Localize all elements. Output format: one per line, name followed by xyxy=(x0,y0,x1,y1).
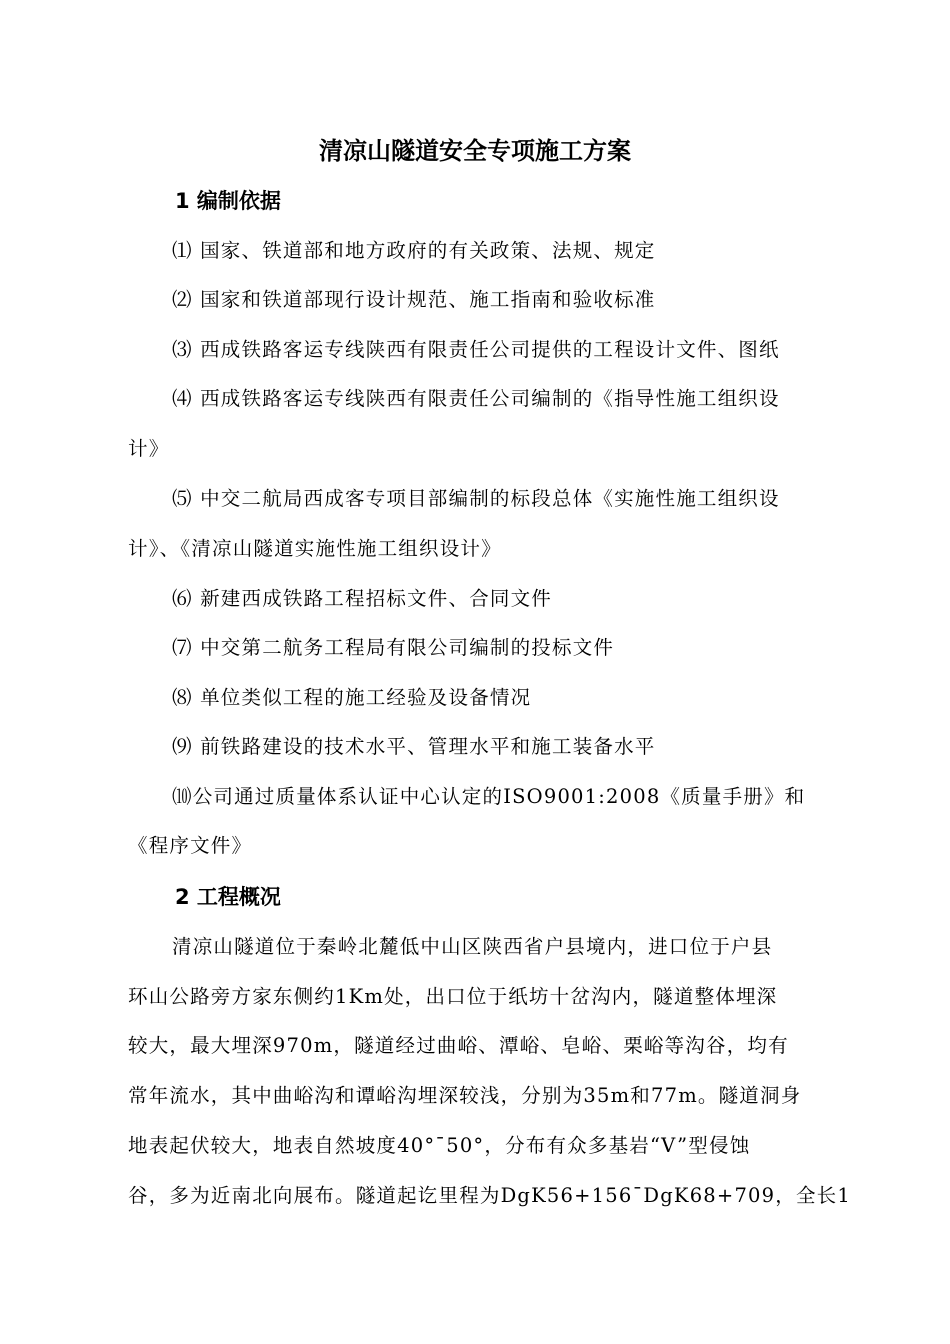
paragraph-line: ⑸ 中交二航局西成客专项目部编制的标段总体《实施性施工组织设 xyxy=(172,487,780,510)
paragraph-line: ⑵ 国家和铁道部现行设计规范、施工指南和验收标准 xyxy=(172,288,656,311)
paragraph-line: ⑺ 中交第二航务工程局有限公司编制的投标文件 xyxy=(172,636,615,659)
paragraph-line: ⑻ 单位类似工程的施工经验及设备情况 xyxy=(172,686,532,709)
paragraph-line: 计》、《清凉山隧道实施性施工组织设计》 xyxy=(128,537,502,560)
paragraph-line: 计》 xyxy=(128,437,170,460)
paragraph-line: ⑶ 西成铁路客运专线陕西有限责任公司提供的工程设计文件、图纸 xyxy=(172,338,780,361)
paragraph-line: 较大，最大埋深970m，隧道经过曲峪、潭峪、皂峪、栗峪等沟谷，均有 xyxy=(128,1034,789,1057)
paragraph-line: 《程序文件》 xyxy=(128,834,253,857)
paragraph-line: ⑹ 新建西成铁路工程招标文件、合同文件 xyxy=(172,587,552,610)
paragraph-line: ⑽公司通过质量体系认证中心认定的ISO9001:2008《质量手册》和 xyxy=(172,785,806,808)
paragraph-line: 谷，多为近南北向展布。隧道起讫里程为DgK56+156¯DgK68+709，全长1 xyxy=(128,1184,851,1207)
paragraph-line: 地表起伏较大，地表自然坡度40°¯50°，分布有众多基岩“V”型侵蚀 xyxy=(128,1134,751,1157)
paragraph-line: ⑷ 西成铁路客运专线陕西有限责任公司编制的《指导性施工组织设 xyxy=(172,387,780,410)
paragraph-line: ⑼ 前铁路建设的技术水平、管理水平和施工装备水平 xyxy=(172,735,656,758)
section-2-heading: 2 工程概况 xyxy=(175,885,281,909)
document-title: 清凉山隧道安全专项施工方案 xyxy=(319,137,631,165)
section-1-heading: 1 编制依据 xyxy=(175,189,281,213)
paragraph-line: 清凉山隧道位于秦岭北麓低中山区陕西省户县境内，进口位于户县 xyxy=(172,935,773,958)
paragraph-line: ⑴ 国家、铁道部和地方政府的有关政策、法规、规定 xyxy=(172,239,656,262)
paragraph-line: 常年流水，其中曲峪沟和谭峪沟埋深较浅，分别为35m和77m。隧道洞身 xyxy=(128,1084,802,1107)
paragraph-line: 环山公路旁方家东侧约1Km处，出口位于纸坊十岔沟内，隧道整体埋深 xyxy=(128,985,778,1008)
